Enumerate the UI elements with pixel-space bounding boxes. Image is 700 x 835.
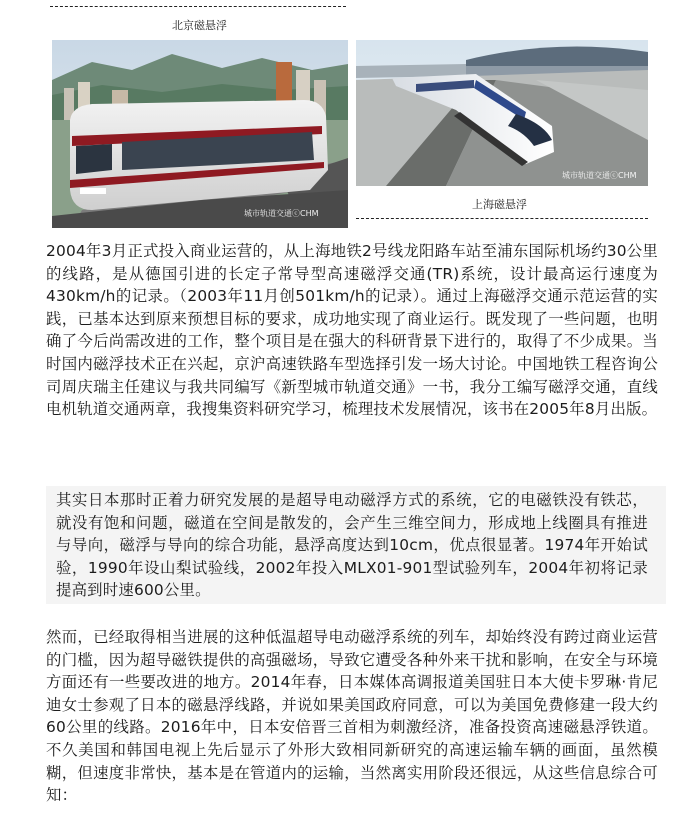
paragraph-shanghai-maglev: 2004年3月正式投入商业运营的，从上海地铁2号线龙阳路车站至浦东国际机场约30公里的线路，是从德国引进的长定子常导型高速磁浮交通(TR)系统，设计最高运行速度为430km/h的记录。（2003年11月创501km/h的记录）。通过上海磁浮交通示范运营的实践，已基本达到原来预想目标的要求，成功地实现了商业运行。既发现了一些问题，也明确了今后尚需改进的工作，整个项目是在强大的科研背景下进行的，取得了不少成果。当时国内磁浮技术正在兴起，京沪高速铁路车型选择引发一场大讨论。中国地铁工程咨询公司周庆瑞主任建议与我共同编写《新型城市轨道交通》一书，我分工编写磁浮交通，直线电机轨道交通两章，我搜集资料研究学习，梳理技术发展情况，该书在2005年8月出版。 <box>46 242 658 419</box>
top-divider <box>50 6 346 7</box>
watermark-left: 城市轨道交通ⓒCHM <box>244 209 319 218</box>
beijing-maglev-photo <box>52 40 348 228</box>
bottom-divider <box>356 218 648 219</box>
shanghai-maglev-photo <box>356 40 648 186</box>
paragraph-japan-maglev: 其实日本那时正着力研究发展的是超导电动磁浮方式的系统，它的电磁铁没有铁芯，就没有饱和问题，磁道在空间是散发的，会产生三维空间力，形成地上线圈具有推进与导向，磁浮与导向的综合功能，悬浮高度达到10cm，优点很显著。1974年开始试验，1990年设山梨试验线，2002年投入MLX01-901型试验列车，2004年初将记录提高到时速600公里。 <box>56 491 648 600</box>
paragraph-superconducting: 然而，已经取得相当进展的这种低温超导电动磁浮系统的列车，却始终没有跨过商业运营的门槛，因为超导磁铁提供的高强磁场，导致它遭受各种外来干扰和影响，在安全与环境方面还有一些要改进的地方。2014年春，日本媒体高调报道美国驻日本大使卡罗琳·肯尼迪女士参观了日本的磁悬浮线路，并说如果美国政府同意，可以为美国免费修建一段大约60公里的线路。2016年中，日本安倍晋三首相为刺激经济，准备投资高速磁悬浮铁道。不久美国和韩国电视上先后显示了外形大致相同新研究的高速运输车辆的画面，虽然模糊，但速度非常快，基本是在管道内的运输，当然离实用阶段还很远，从这些信息综合可知： <box>46 628 658 805</box>
caption-shanghai: 上海磁悬浮 <box>472 198 527 211</box>
highlight-block <box>46 486 666 604</box>
watermark-right: 城市轨道交通ⓒCHM <box>562 171 637 180</box>
caption-beijing: 北京磁悬浮 <box>172 19 227 32</box>
